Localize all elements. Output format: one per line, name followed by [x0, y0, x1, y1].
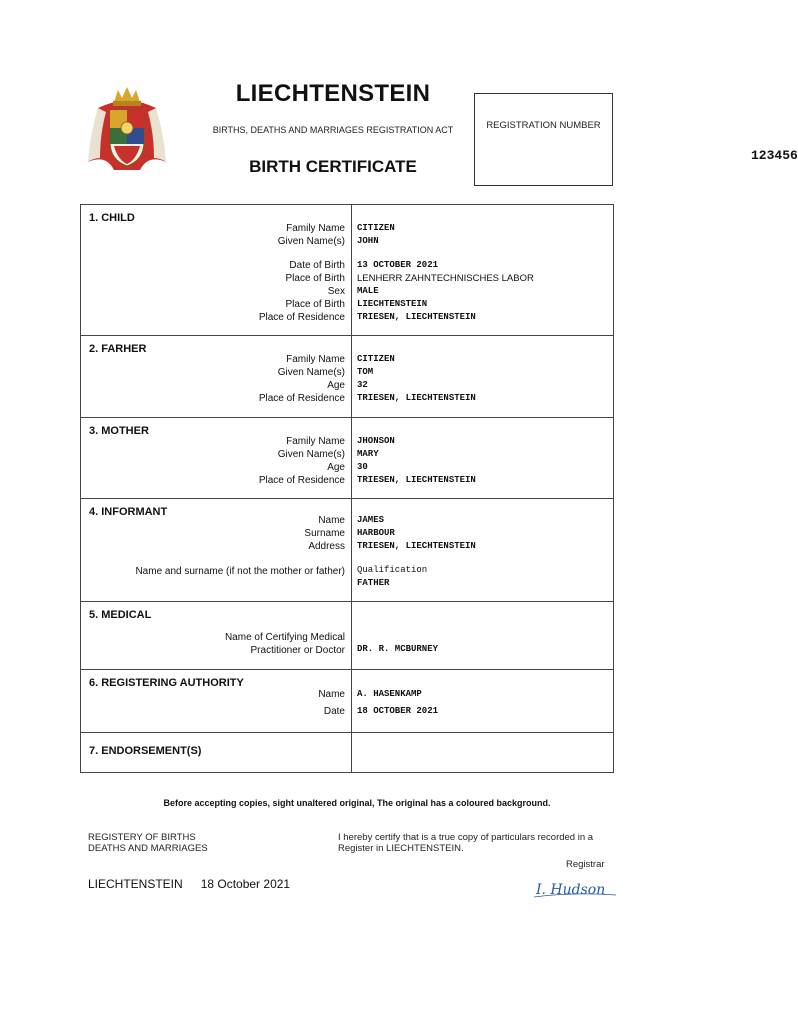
section-title: 3. MOTHER: [89, 425, 149, 437]
field-label: Surname: [304, 528, 345, 539]
issue-place: LIECHTENSTEIN: [88, 877, 183, 891]
section-title: 2. FARHER: [89, 343, 147, 355]
field-label: Given Name(s): [277, 449, 345, 460]
registry-name: [88, 832, 208, 854]
informant-surname: HARBOUR: [357, 528, 395, 538]
mother-family-name: JHONSON: [357, 436, 395, 446]
qualification-label: Qualification: [357, 565, 428, 575]
field-label: Date: [323, 706, 345, 717]
certify-line: Register in LIECHTENSTEIN.: [338, 843, 464, 854]
field-label: Age: [327, 380, 345, 391]
informant-address: TRIESEN, LIECHTENSTEIN: [357, 541, 476, 551]
mother-residence: TRIESEN, LIECHTENSTEIN: [357, 475, 476, 485]
father-family-name: CITIZEN: [357, 354, 395, 364]
section-title: 1. CHILD: [89, 212, 135, 224]
informant-qualification: FATHER: [357, 578, 390, 588]
child-place-of-birth-country: LIECHTENSTEIN: [357, 299, 428, 309]
issue-date: 18 October 2021: [200, 877, 291, 891]
field-label: Given Name(s): [277, 367, 345, 378]
section-child: [81, 205, 613, 336]
field-label: Family Name: [286, 354, 345, 365]
signature-text: I. Hudson: [536, 882, 606, 898]
section-title: 7. ENDORSEMENT(S): [89, 745, 202, 757]
section-title: 5. MEDICAL: [89, 609, 152, 621]
authority-name: A. HASENKAMP: [357, 689, 422, 699]
registration-number: 123456: [751, 148, 798, 163]
certification-statement: [338, 832, 628, 854]
mother-given-names: MARY: [357, 449, 379, 459]
field-label: Sex: [327, 286, 345, 297]
registration-number-box: [474, 93, 798, 186]
field-label: Place of Residence: [258, 475, 345, 486]
child-given-names: JOHN: [357, 236, 379, 246]
field-label: Date of Birth: [289, 260, 345, 271]
section-registering-authority: [81, 670, 613, 733]
child-sex: MALE: [357, 286, 379, 296]
coat-of-arms-icon: [84, 84, 170, 180]
registration-number-label: REGISTRATION NUMBER: [486, 120, 601, 131]
certify-line: I hereby certify that is a true copy of particulars recorded in a: [338, 832, 594, 843]
field-label: Place of Residence: [258, 312, 345, 323]
field-label: Given Name(s): [277, 236, 345, 247]
informant-name: JAMES: [357, 515, 385, 525]
child-date-of-birth: 13 OCTOBER 2021: [357, 260, 439, 270]
authority-date: 18 OCTOBER 2021: [357, 706, 439, 716]
registry-line: REGISTERY OF BIRTHS: [88, 832, 196, 843]
section-medical: [81, 602, 613, 670]
section-title: 6. REGISTERING AUTHORITY: [89, 677, 244, 689]
field-label: Name and surname (if not the mother or father): [135, 566, 345, 577]
field-label: Name of Certifying Medical: [224, 632, 345, 643]
child-place-of-birth: LENHERR ZAHNTECHNISCHES LABOR: [357, 273, 534, 284]
field-label: Address: [308, 541, 345, 552]
field-label: Family Name: [286, 436, 345, 447]
field-label: Name: [318, 689, 345, 700]
registration-act: BIRTHS, DEATHS AND MARRIAGES REGISTRATION ACT: [212, 125, 454, 135]
registry-line: DEATHS AND MARRIAGES: [88, 843, 208, 854]
section-informant: [81, 499, 613, 602]
original-notice: Before accepting copies, sight unaltered original, The original has a coloured background.: [163, 798, 551, 808]
country-title: LIECHTENSTEIN: [235, 80, 431, 107]
place-and-date: [88, 877, 308, 891]
field-label: Place of Residence: [258, 393, 345, 404]
field-label: Place of Birth: [285, 299, 345, 310]
medical-practitioner: DR. R. MCBURNEY: [357, 644, 439, 654]
field-label: Age: [327, 462, 345, 473]
field-label: Practitioner or Doctor: [250, 645, 345, 656]
father-residence: TRIESEN, LIECHTENSTEIN: [357, 393, 476, 403]
certificate-table: [80, 204, 614, 773]
father-given-names: TOM: [357, 367, 374, 377]
field-label: Name: [318, 515, 345, 526]
child-residence: TRIESEN, LIECHTENSTEIN: [357, 312, 476, 322]
registrar-label: Registrar: [566, 859, 605, 870]
mother-age: 30: [357, 462, 368, 472]
section-father: [81, 336, 613, 418]
child-family-name: CITIZEN: [357, 223, 395, 233]
field-label: Place of Birth: [285, 273, 345, 284]
father-age: 32: [357, 380, 368, 390]
section-title: 4. INFORMANT: [89, 506, 168, 518]
certificate-title: BIRTH CERTIFICATE: [249, 157, 417, 176]
field-label: Family Name: [286, 223, 345, 234]
registrar-signature: [532, 878, 618, 900]
section-endorsements: [81, 733, 613, 772]
section-mother: [81, 418, 613, 499]
